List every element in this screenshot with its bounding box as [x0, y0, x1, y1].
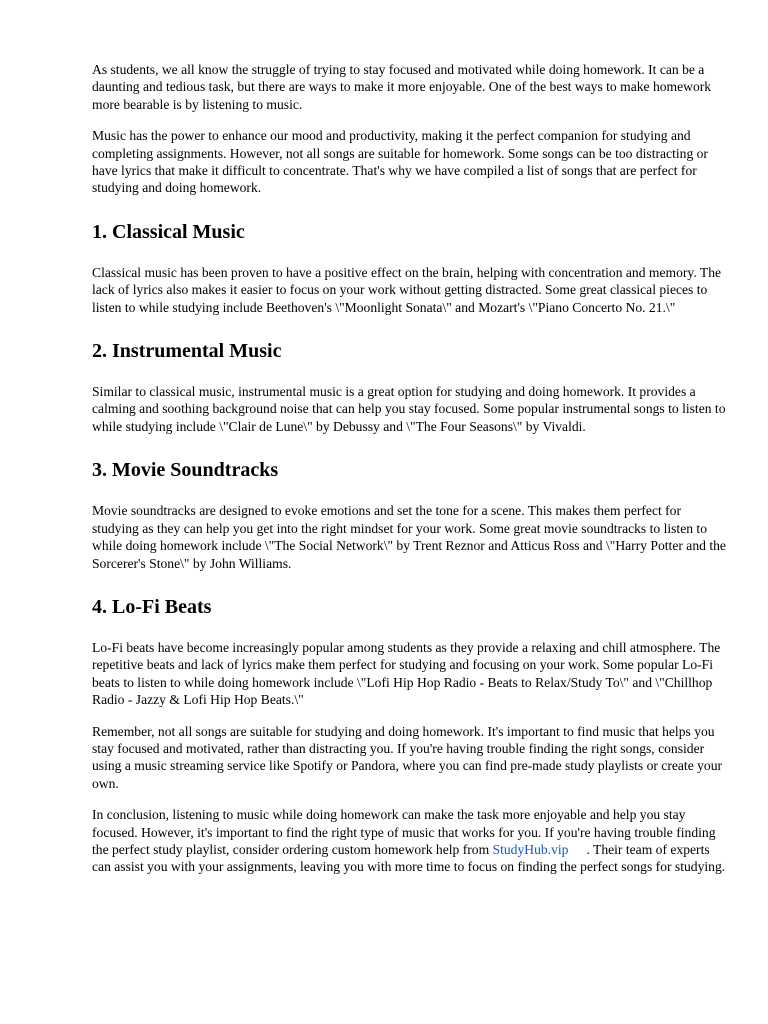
remember-paragraph: Remember, not all songs are suitable for studying and doing homework. It's important to find music that helps you stay focused and motivated, rather than distracting you. If you're having trouble finding the right songs, consider using a music streaming service like Spotify or Pandora, where you can find pre-made study playlists or create your own.: [92, 723, 723, 791]
section-heading-movie-soundtracks: 3. Movie Soundtracks: [92, 459, 279, 482]
conclusion-text-after-link: . Their team of experts can assist you with your assignments, leaving you with more time to focus on finding the perfect songs for studying.: [92, 841, 726, 875]
intro-paragraph-2: Music has the power to enhance our mood and productivity, making it the perfect companion for studying and completing assignments. However, not all songs are suitable for homework. Some songs can be too distracting or have lyrics that make it difficult to concentrate. That's why we have compiled a list of songs that are perfect for studying and doing homework.: [92, 128, 708, 196]
section-heading-instrumental-music: 2. Instrumental Music: [92, 340, 282, 363]
section-heading-classical-music: 1. Classical Music: [92, 220, 245, 243]
conclusion-text-before-link: In conclusion, listening to music while doing homework can make the task more enjoyable and help you stay focused. However, it's important to find the right type of music that works for you. If you're having trouble finding the perfect study playlist, consider ordering custom homework help from: [92, 807, 716, 857]
section-body-lofi-beats: Lo-Fi beats have become increasingly popular among students as they provide a relaxing and chill atmosphere. The repetitive beats and lack of lyrics make them perfect for studying and focusing on your work. Some popular Lo-Fi beats to listen to while doing homework include \"Lofi Hip Hop Radio - Beats to Relax/Study To\" and \"Chillhop Radio - Jazzy & Lofi Hip Hop Beats.\": [92, 639, 721, 708]
intro-paragraph-1: As students, we all know the struggle of trying to stay focused and motivated while doing homework. It can be a daunting and tedious task, but there are ways to make it more enjoyable. One of the best ways to make homework more bearable is by listening to music.: [92, 62, 712, 112]
section-heading-lofi-beats: 4. Lo-Fi Beats: [92, 595, 212, 618]
conclusion-paragraph: [92, 806, 728, 876]
section-body-instrumental-music: Similar to classical music, instrumental music is a great option for studying and doing homework. It provides a calming and soothing background noise that can help you stay focused. Some popular instrumental songs to listen to while studying include \"Clair de Lune\" by Debussy and \"The Four Seasons\" by Vivaldi.: [92, 384, 726, 434]
section-body-movie-soundtracks: Movie soundtracks are designed to evoke emotions and set the tone for a scene. This makes them perfect for studying as they can help you get into the right mindset for your work. Some great movie soundtracks to listen to while doing homework include \"The Social Network\" by Trent Reznor and Atticus Ross and \"Harry Potter and the Sorcerer's Stone\" by John Williams.: [92, 503, 726, 571]
document-page: [92, 61, 728, 890]
section-body-classical-music: Classical music has been proven to have a positive effect on the brain, helping with concentration and memory. The lack of lyrics also makes it easier to focus on your work without getting distracted. Some great classical pieces to listen to while studying include Beethoven's \"Moonlight Sonata\" and Mozart's \"Piano Concerto No. 21.\": [92, 264, 722, 315]
studyhub-link[interactable]: StudyHub.vip: [492, 841, 569, 857]
